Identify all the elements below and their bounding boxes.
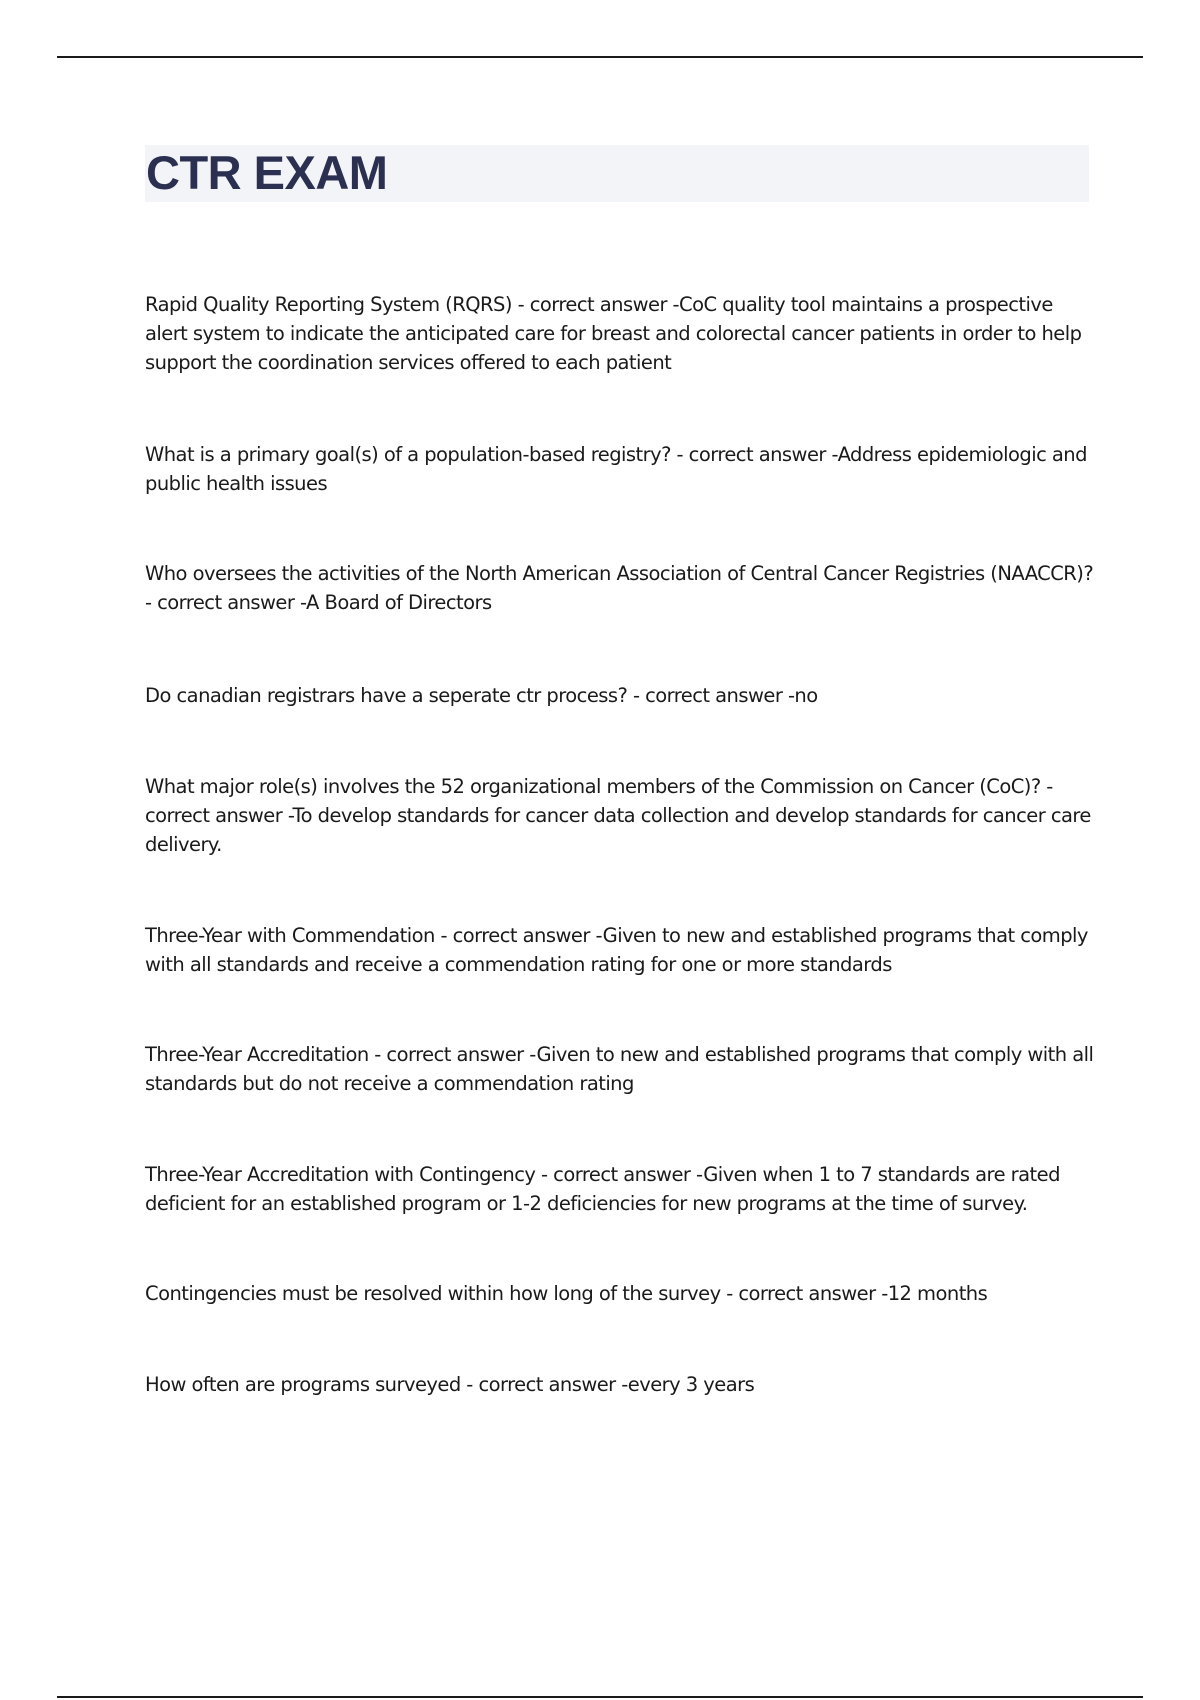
qa-item-contingency: Three-Year Accreditation with Contingency - correct answer -Given when 1 to 7 standards are rated deficient for an established program or 1-2 deficiencies for new programs at the time of survey. <box>145 1163 1060 1215</box>
qa-item-commendation: Three-Year with Commendation - correct answer -Given to new and established programs that comply with all standards and receive a commendation rating for one or more standards <box>145 924 1088 976</box>
qa-item-rqrs: Rapid Quality Reporting System (RQRS) - correct answer -CoC quality tool maintains a prospective alert system to indicate the anticipated care for breast and colorectal cancer patients in order to help support the coordination services offered to each patient <box>145 293 1082 374</box>
qa-item-contingency-resolution: Contingencies must be resolved within how long of the survey - correct answer -12 months <box>145 1282 988 1305</box>
top-divider <box>57 56 1143 58</box>
qa-item-accreditation: Three-Year Accreditation - correct answer -Given to new and established programs that comply with all standards but do not receive a commendation rating <box>145 1043 1094 1095</box>
qa-item-population-registry: What is a primary goal(s) of a population-based registry? - correct answer -Address epidemiologic and public health issues <box>145 443 1087 495</box>
qa-item-coc-members: What major role(s) involves the 52 organizational members of the Commission on Cancer (CoC)? - correct answer -To develop standards for cancer data collection and develop standards for cancer care delivery. <box>145 775 1091 856</box>
qa-item-naaccr-oversight: Who oversees the activities of the North American Association of Central Cancer Registries (NAACCR)? - correct answer -A Board of Directors <box>145 562 1094 614</box>
page-title: CTR EXAM <box>146 146 388 199</box>
bottom-divider <box>57 1696 1143 1698</box>
qa-item-canadian-registrars: Do canadian registrars have a seperate ctr process? - correct answer -no <box>145 684 818 707</box>
qa-item-survey-frequency: How often are programs surveyed - correct answer -every 3 years <box>145 1373 755 1396</box>
